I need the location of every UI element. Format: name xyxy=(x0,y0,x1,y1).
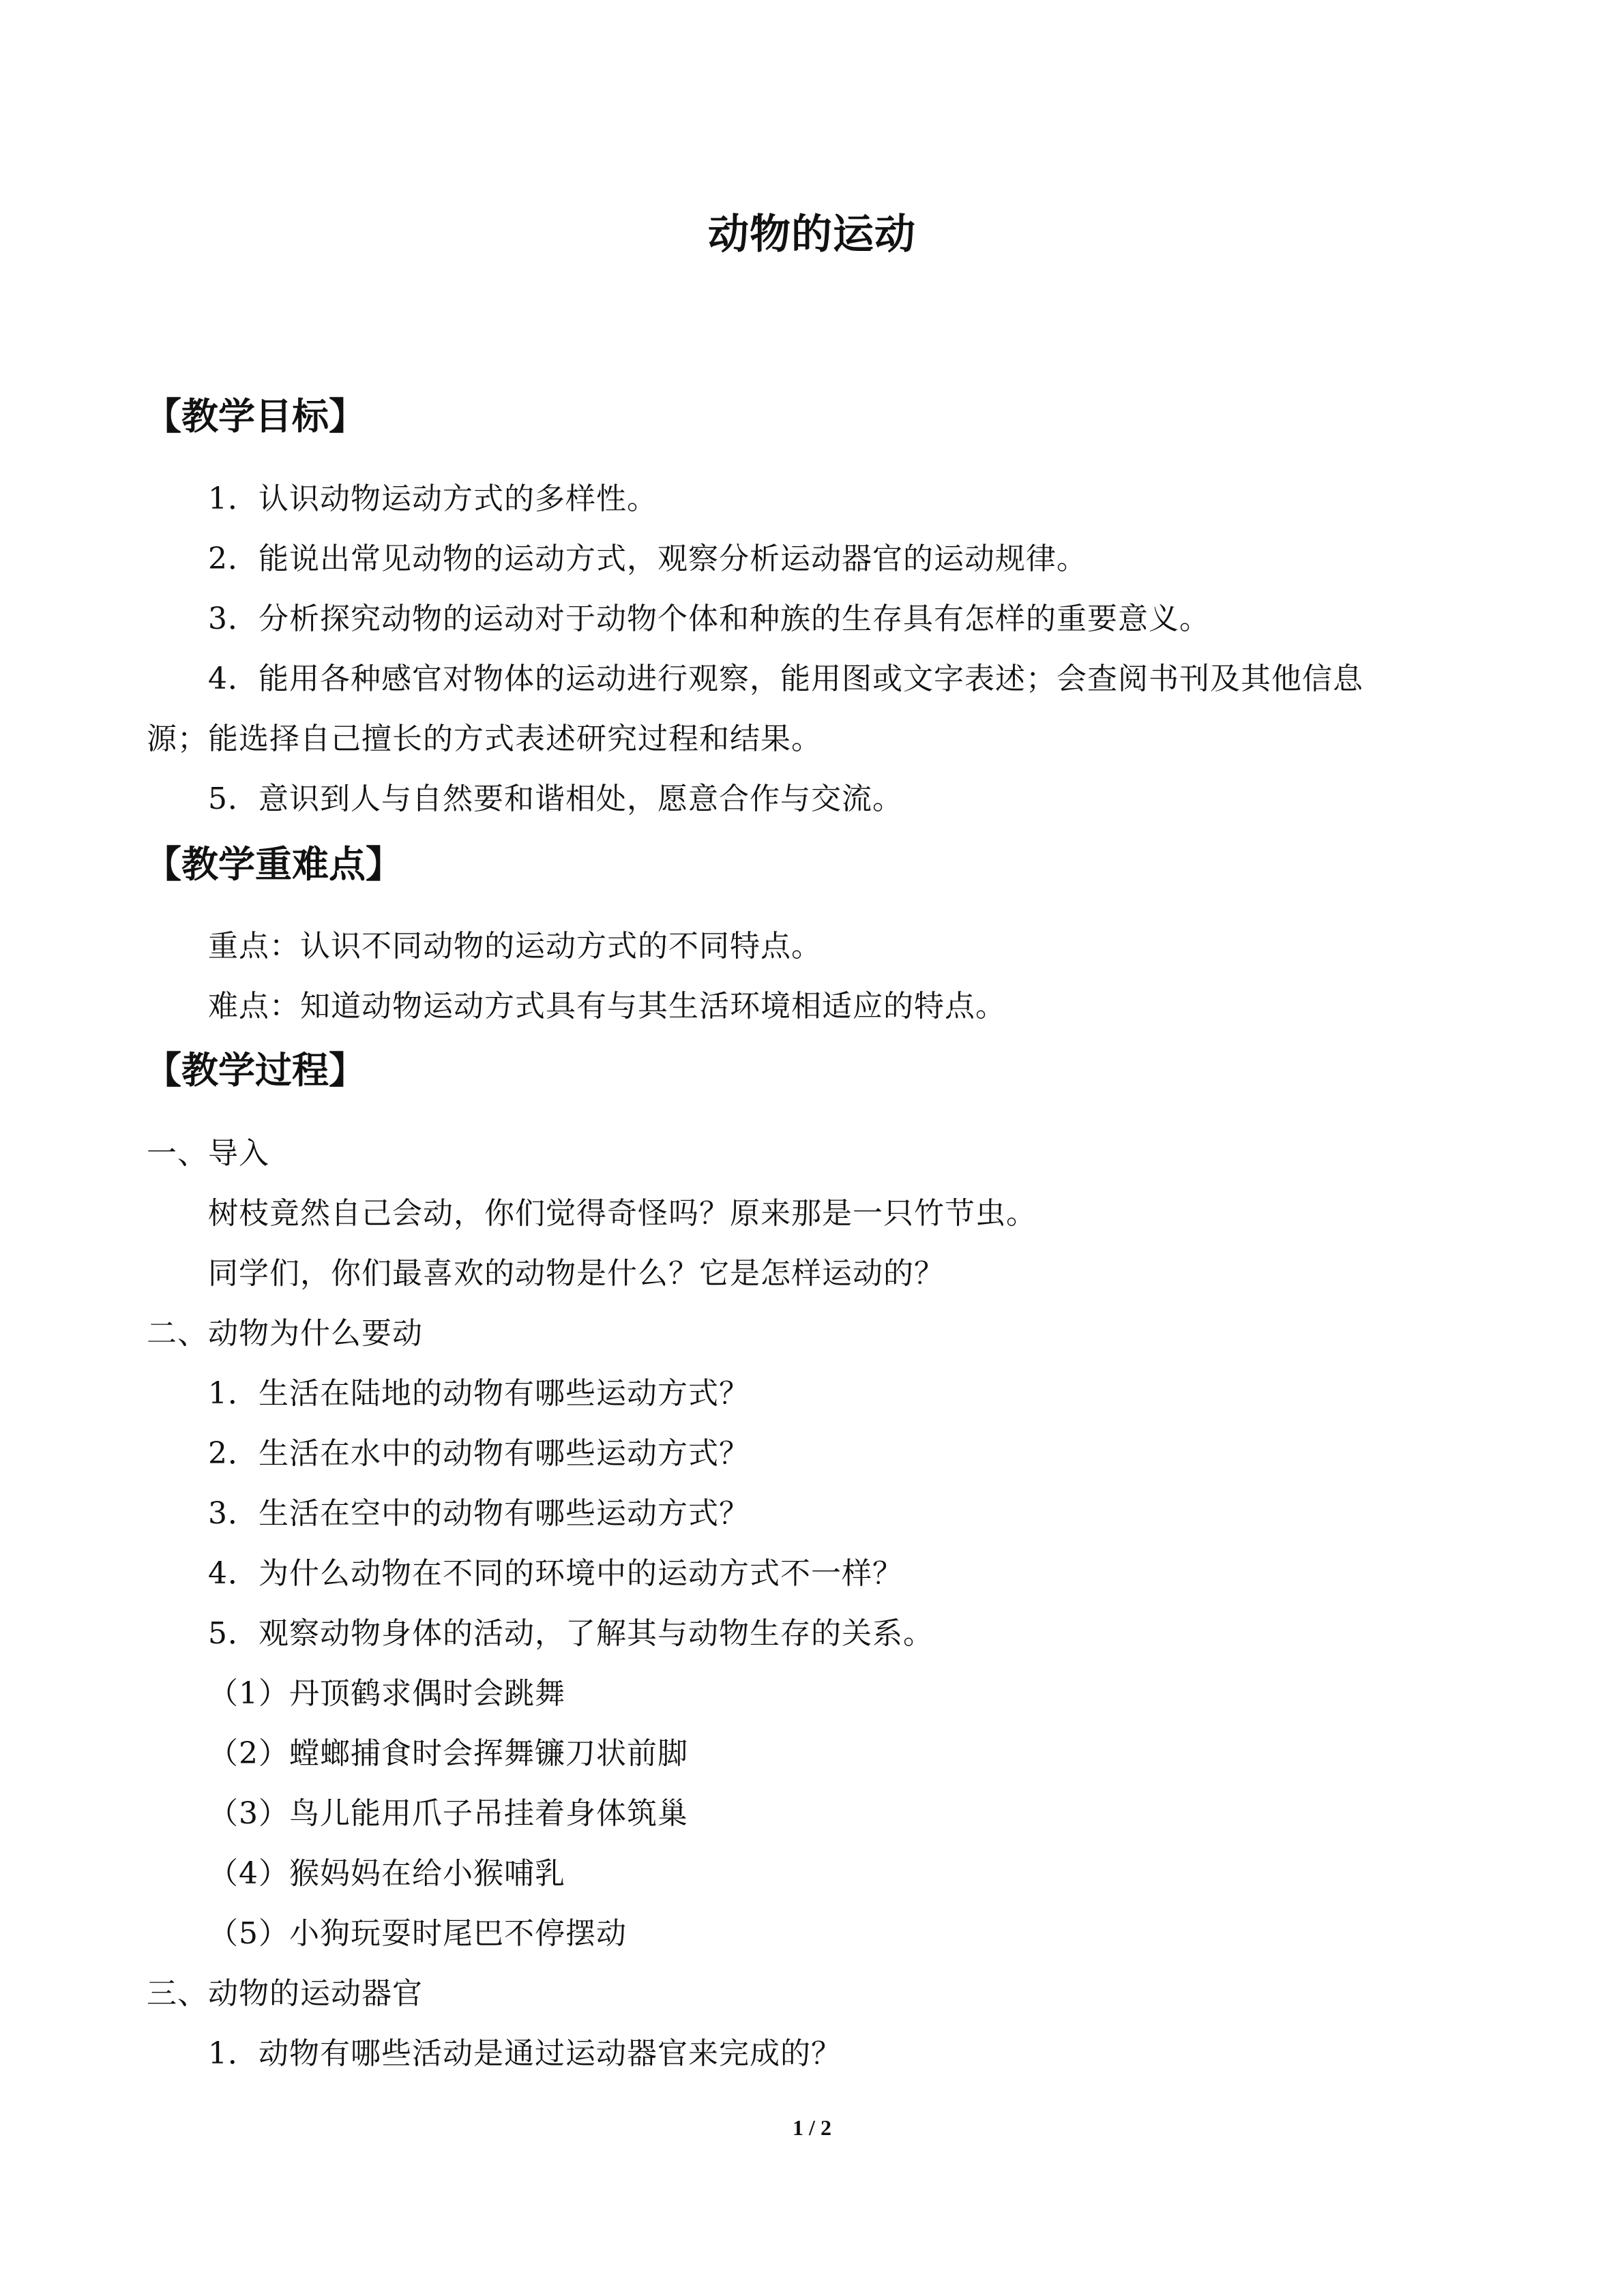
objective-line-3: 3．分析探究动物的运动对于动物个体和种族的生存具有怎样的重要意义。 xyxy=(208,601,1210,636)
process-question-2: 2．生活在水中的动物有哪些运动方式？ xyxy=(208,1436,750,1471)
section-heading-key-points: 【教学重难点】 xyxy=(145,843,402,886)
process-sub-item-3: （3）鸟儿能用爪子吊挂着身体筑巢 xyxy=(208,1796,688,1831)
page-number: 1 / 2 xyxy=(793,2115,831,2140)
process-sub-item-4: （4）猴妈妈在给小猴哺乳 xyxy=(208,1856,565,1891)
process-part-2-title: 二、动物为什么要动 xyxy=(147,1316,423,1351)
section-heading-objectives: 【教学目标】 xyxy=(145,395,366,438)
objective-line-4-continued: 源；能选择自己擅长的方式表述研究过程和结果。 xyxy=(147,721,822,756)
process-line: 树枝竟然自己会动，你们觉得奇怪吗？原来那是一只竹节虫。 xyxy=(208,1196,1037,1231)
process-question-5: 5．观察动物身体的活动，了解其与动物生存的关系。 xyxy=(208,1616,934,1651)
key-point-line: 重点：认识不同动物的运动方式的不同特点。 xyxy=(208,929,822,964)
process-part-3-title: 三、动物的运动器官 xyxy=(147,1976,423,2011)
objective-line-4: 4．能用各种感官对物体的运动进行观察，能用图或文字表述；会查阅书刊及其他信息 xyxy=(208,661,1363,696)
objective-line-1: 1．认识动物运动方式的多样性。 xyxy=(208,481,658,516)
page-title: 动物的运动 xyxy=(708,211,916,258)
process-sub-item-5: （5）小狗玩耍时尾巴不停摆动 xyxy=(208,1916,627,1951)
process-part-1-title: 一、导入 xyxy=(147,1136,269,1171)
process-sub-item-2: （2）螳螂捕食时会挥舞镰刀状前脚 xyxy=(208,1736,688,1771)
objective-line-2: 2．能说出常见动物的运动方式，观察分析运动器官的运动规律。 xyxy=(208,541,1087,576)
process-sub-item-1: （1）丹顶鹤求偶时会跳舞 xyxy=(208,1676,565,1711)
process-question-1: 1．生活在陆地的动物有哪些运动方式？ xyxy=(208,1376,750,1411)
section-heading-process: 【教学过程】 xyxy=(145,1049,366,1092)
process-question-6: 1．动物有哪些活动是通过运动器官来完成的？ xyxy=(208,2036,842,2071)
difficulty-line: 难点：知道动物运动方式具有与其生活环境相适应的特点。 xyxy=(208,989,1006,1024)
process-question-4: 4．为什么动物在不同的环境中的运动方式不一样？ xyxy=(208,1556,903,1591)
process-line: 同学们，你们最喜欢的动物是什么？它是怎样运动的？ xyxy=(208,1256,945,1291)
process-question-3: 3．生活在空中的动物有哪些运动方式？ xyxy=(208,1496,750,1531)
objective-line-5: 5．意识到人与自然要和谐相处，愿意合作与交流。 xyxy=(208,781,903,816)
